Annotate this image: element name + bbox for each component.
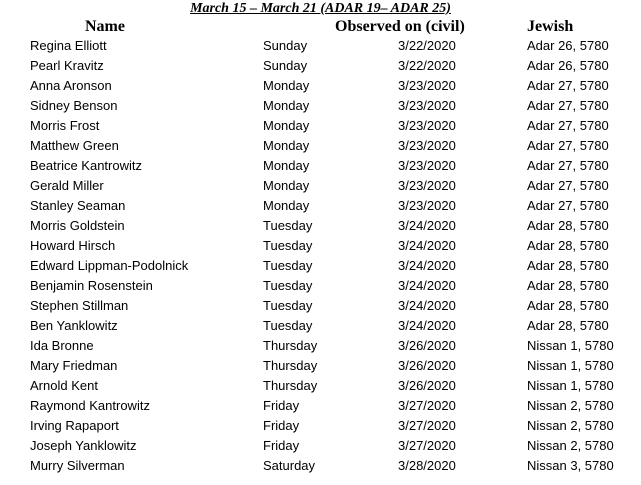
civil-date-cell: 3/23/2020: [398, 198, 456, 213]
day-cell: Saturday: [263, 458, 316, 473]
civil-date-cell: 3/23/2020: [398, 138, 456, 153]
day-cell: Monday: [263, 198, 310, 213]
name-cell: Arnold Kent: [30, 378, 98, 393]
name-cell: Murry Silverman: [30, 458, 125, 473]
civil-date-cell: 3/22/2020: [398, 38, 456, 53]
jewish-date-cell: Adar 26, 5780: [527, 38, 609, 53]
name-cell: Ida Bronne: [30, 338, 94, 353]
civil-date-cell: 3/26/2020: [398, 338, 456, 353]
civil-date-cell: 3/28/2020: [398, 458, 456, 473]
jewish-date-cell: Adar 28, 5780: [527, 298, 609, 313]
civil-date-cell: 3/22/2020: [398, 58, 456, 73]
civil-date-cell: 3/24/2020: [398, 318, 456, 333]
jewish-date-cell: Adar 27, 5780: [527, 78, 609, 93]
civil-date-cell: 3/24/2020: [398, 238, 456, 253]
civil-date-cell: 3/26/2020: [398, 358, 456, 373]
day-cell: Thursday: [263, 338, 318, 353]
day-cell: Tuesday: [263, 258, 313, 273]
table-row: [0, 116, 641, 136]
column-header-jewish: Jewish: [527, 18, 574, 35]
civil-date-cell: 3/27/2020: [398, 438, 456, 453]
table-row: [0, 276, 641, 296]
day-cell: Tuesday: [263, 238, 313, 253]
table-row: [0, 416, 641, 436]
name-cell: Anna Aronson: [30, 78, 112, 93]
civil-date-cell: 3/24/2020: [398, 258, 456, 273]
day-cell: Sunday: [263, 38, 308, 53]
table-row: [0, 236, 641, 256]
day-cell: Sunday: [263, 58, 308, 73]
name-cell: Pearl Kravitz: [30, 58, 104, 73]
day-cell: Monday: [263, 138, 310, 153]
name-cell: Morris Goldstein: [30, 218, 125, 233]
name-cell: Regina Elliott: [30, 38, 107, 53]
day-cell: Tuesday: [263, 218, 313, 233]
day-cell: Monday: [263, 78, 310, 93]
table-row: [0, 376, 641, 396]
day-cell: Thursday: [263, 358, 318, 373]
civil-date-cell: 3/23/2020: [398, 98, 456, 113]
day-cell: Thursday: [263, 378, 318, 393]
table-row: [0, 136, 641, 156]
name-cell: Raymond Kantrowitz: [30, 398, 150, 413]
jewish-date-cell: Adar 27, 5780: [527, 178, 609, 193]
jewish-date-cell: Adar 27, 5780: [527, 158, 609, 173]
page-title: March 15 – March 21 (ADAR 19– ADAR 25): [190, 1, 451, 16]
jewish-date-cell: Adar 27, 5780: [527, 198, 609, 213]
jewish-date-cell: Nissan 2, 5780: [527, 438, 614, 453]
jewish-date-cell: Nissan 1, 5780: [527, 358, 614, 373]
name-cell: Joseph Yanklowitz: [30, 438, 137, 453]
table-row: [0, 336, 641, 356]
name-cell: Irving Rapaport: [30, 418, 119, 433]
civil-date-cell: 3/23/2020: [398, 178, 456, 193]
table-row: [0, 56, 641, 76]
day-cell: Friday: [263, 398, 300, 413]
jewish-date-cell: Adar 27, 5780: [527, 118, 609, 133]
jewish-date-cell: Adar 28, 5780: [527, 238, 609, 253]
name-cell: Stanley Seaman: [30, 198, 126, 213]
table-row: [0, 156, 641, 176]
day-cell: Tuesday: [263, 298, 313, 313]
name-cell: Sidney Benson: [30, 98, 118, 113]
name-cell: Beatrice Kantrowitz: [30, 158, 142, 173]
table-row: [0, 296, 641, 316]
table-row: [0, 456, 641, 476]
jewish-date-cell: Nissan 2, 5780: [527, 418, 614, 433]
day-cell: Monday: [263, 158, 310, 173]
civil-date-cell: 3/24/2020: [398, 218, 456, 233]
table-row: [0, 396, 641, 416]
table-row: [0, 36, 641, 56]
jewish-date-cell: Nissan 1, 5780: [527, 338, 614, 353]
day-cell: Tuesday: [263, 318, 313, 333]
day-cell: Monday: [263, 118, 310, 133]
name-cell: Benjamin Rosenstein: [30, 278, 153, 293]
day-cell: Monday: [263, 178, 310, 193]
name-cell: Edward Lippman-Podolnick: [30, 258, 189, 273]
yahrzeit-list: [0, 36, 641, 476]
name-cell: Stephen Stillman: [30, 298, 129, 313]
table-row: [0, 316, 641, 336]
name-cell: Matthew Green: [30, 138, 119, 153]
jewish-date-cell: Adar 28, 5780: [527, 278, 609, 293]
name-cell: Howard Hirsch: [30, 238, 116, 253]
civil-date-cell: 3/24/2020: [398, 278, 456, 293]
table-row: [0, 196, 641, 216]
day-cell: Friday: [263, 418, 300, 433]
jewish-date-cell: Nissan 2, 5780: [527, 398, 614, 413]
jewish-date-cell: Adar 28, 5780: [527, 258, 609, 273]
civil-date-cell: 3/26/2020: [398, 378, 456, 393]
name-cell: Morris Frost: [30, 118, 100, 133]
table-row: [0, 216, 641, 236]
table-row: [0, 256, 641, 276]
jewish-date-cell: Adar 27, 5780: [527, 138, 609, 153]
column-header-name: Name: [85, 18, 125, 35]
day-cell: Friday: [263, 438, 300, 453]
name-cell: Ben Yanklowitz: [30, 318, 118, 333]
table-row: [0, 356, 641, 376]
jewish-date-cell: Nissan 1, 5780: [527, 378, 614, 393]
jewish-date-cell: Adar 28, 5780: [527, 218, 609, 233]
day-cell: Monday: [263, 98, 310, 113]
jewish-date-cell: Adar 27, 5780: [527, 98, 609, 113]
jewish-date-cell: Nissan 3, 5780: [527, 458, 614, 473]
civil-date-cell: 3/24/2020: [398, 298, 456, 313]
civil-date-cell: 3/27/2020: [398, 418, 456, 433]
table-row: [0, 176, 641, 196]
civil-date-cell: 3/23/2020: [398, 158, 456, 173]
name-cell: Mary Friedman: [30, 358, 118, 373]
day-cell: Tuesday: [263, 278, 313, 293]
civil-date-cell: 3/23/2020: [398, 118, 456, 133]
column-header-observed: Observed on (civil): [335, 18, 465, 35]
name-cell: Gerald Miller: [30, 178, 104, 193]
table-row: [0, 436, 641, 456]
table-row: [0, 76, 641, 96]
jewish-date-cell: Adar 26, 5780: [527, 58, 609, 73]
table-row: [0, 96, 641, 116]
civil-date-cell: 3/27/2020: [398, 398, 456, 413]
jewish-date-cell: Adar 28, 5780: [527, 318, 609, 333]
civil-date-cell: 3/23/2020: [398, 78, 456, 93]
